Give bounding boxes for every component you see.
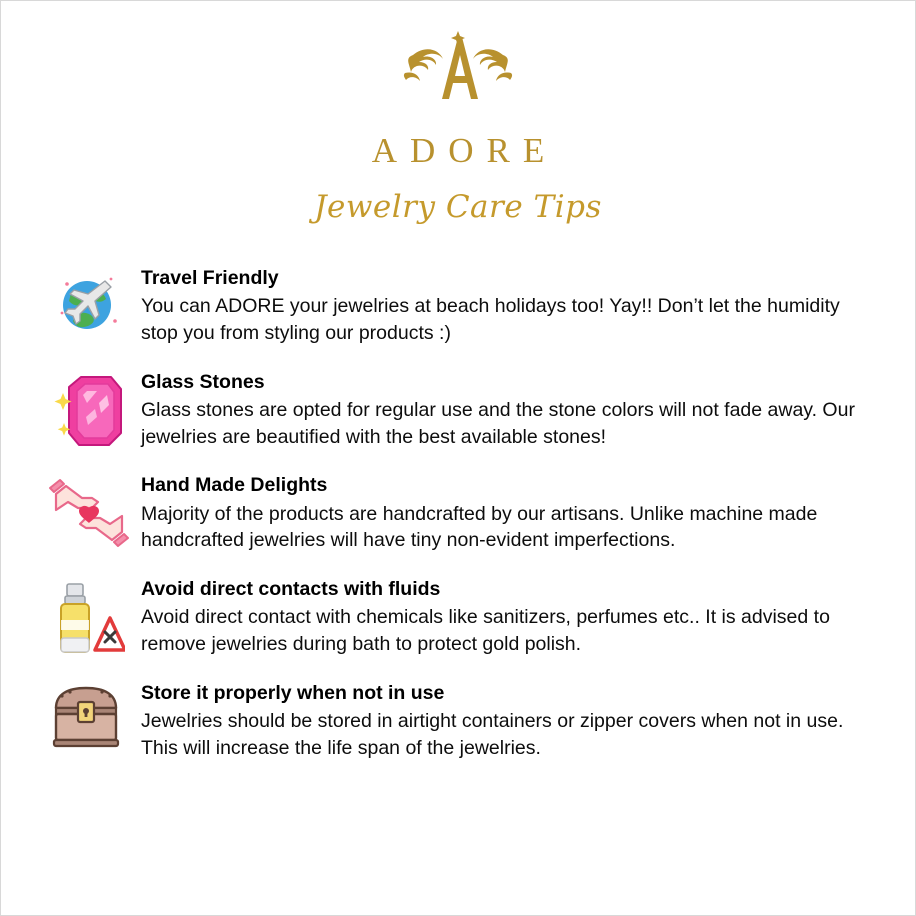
list-item xyxy=(37,472,875,554)
tip-text: Majority of the products are handcrafted by our artisans. Unlike machine made handcrafted jewelries will have tiny non-evident imperfections. xyxy=(141,502,818,552)
page-header xyxy=(1,1,915,225)
tip-title: Travel Friendly xyxy=(141,267,279,289)
list-item xyxy=(37,369,875,451)
tip-title: Store it properly when not in use xyxy=(141,681,445,704)
chemical-bottle-warning-icon xyxy=(37,576,141,650)
tip-text: Avoid direct contact with chemicals like sanitizers, perfumes etc.. It is advised to remove jewelries during bath to protect gold polish. xyxy=(141,606,830,656)
list-item xyxy=(37,680,875,762)
tip-body xyxy=(141,472,875,554)
globe-airplane-travel-icon xyxy=(37,265,141,339)
tip-title: Hand Made Delights xyxy=(141,474,328,497)
gem-stone-icon xyxy=(37,369,141,443)
tip-title: Glass Stones xyxy=(141,370,265,393)
tip-title: Avoid direct contacts with fluids xyxy=(141,578,441,601)
treasure-chest-icon xyxy=(37,680,141,754)
list-item xyxy=(37,265,875,347)
list-item xyxy=(37,576,875,658)
tip-body xyxy=(141,680,875,762)
brand-name: ADORE xyxy=(371,131,558,170)
tip-text: You can ADORE your jewelries at beach holidays too! Yay!! Don’t let the humidity stop you from styling our products :) xyxy=(141,295,840,345)
tip-body xyxy=(141,576,875,658)
hands-holding-heart-icon xyxy=(37,472,141,546)
tip-text: Jewelries should be stored in airtight containers or zipper covers when not in use. This will increase the life span of the jewelries. xyxy=(141,710,844,759)
tip-body xyxy=(141,369,875,451)
adore-monogram-logo-icon xyxy=(343,27,573,137)
tip-body xyxy=(141,265,875,347)
tip-text: Glass stones are opted for regular use and the stone colors will not fade away. Our jewelries are beautified with the best available stones! xyxy=(141,399,855,448)
page-title: Jewelry Care Tips xyxy=(314,189,602,225)
tips-list xyxy=(1,265,915,762)
